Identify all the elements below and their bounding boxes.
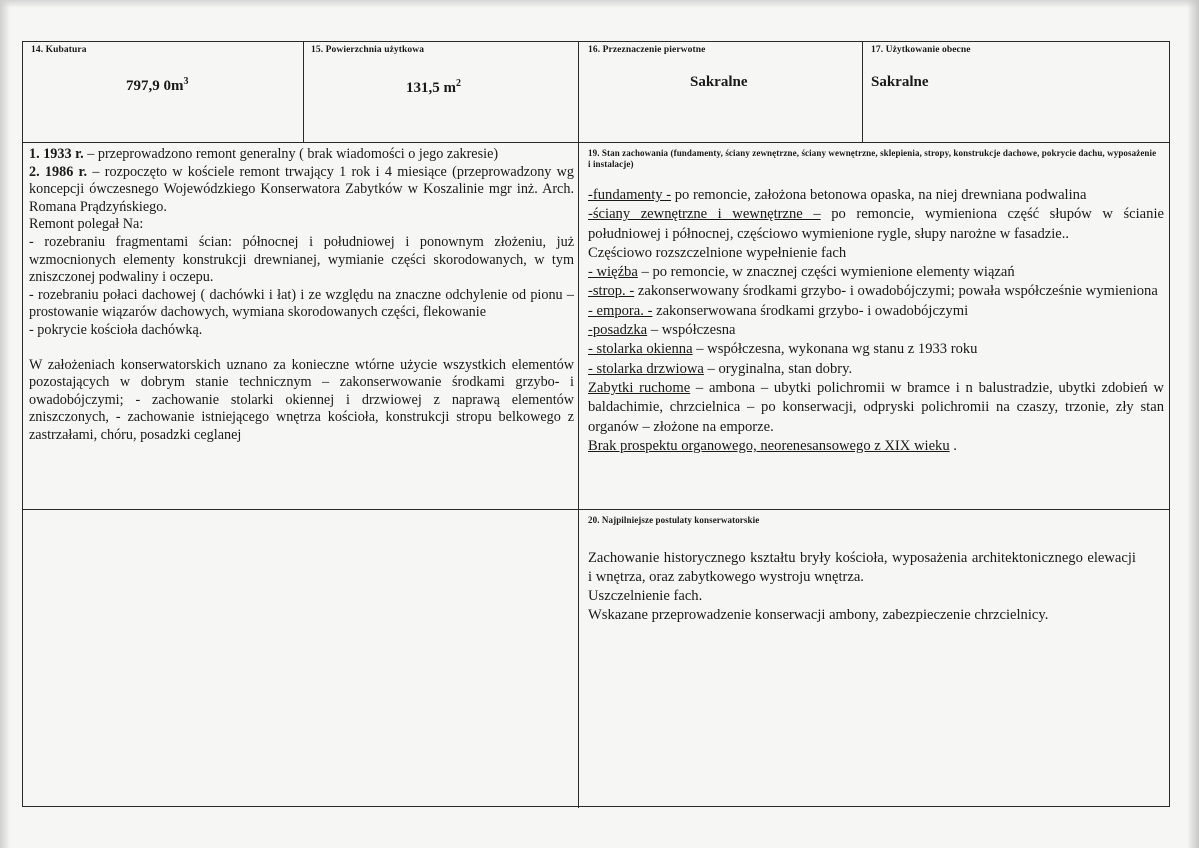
value-kubatura-sup: 3 (183, 76, 189, 87)
condition-prospekt (588, 437, 1164, 456)
condition-value: . (949, 437, 957, 454)
condition-key: - stolarka drzwiowa (588, 360, 704, 377)
history-conservation-assumptions: W założeniach konserwatorskich uznano za konieczne wtórne użycie wszystkich elementów pozostających w dobrym stanie technicznym – zakonserwowanie środkami grzybo- i owadobójczymi; - zachowanie stolarki okiennej i drzwiowej z naprawą elementów zniszczonych, - zachowanie istniejącego wnętrza kościoła, konstrukcji stropu belkowego z zastrzałami, chóru, posadzki ceglanej (29, 356, 574, 443)
history-scope-heading: Remont polegał Na: (29, 216, 144, 233)
condition-sciany (588, 205, 1164, 244)
history-item-2 (29, 164, 574, 217)
condition-stolarka-drzwiowa (588, 360, 1164, 379)
postulat-3: Wskazane przeprowadzenie konserwacji ambony, zabezpieczenie chrzcielnicy. (588, 607, 1049, 623)
value-powierzchnia (406, 78, 461, 97)
condition-wiezba (588, 263, 1164, 282)
scan-shadow-top (0, 0, 1199, 8)
stan-zachowania-body (588, 186, 1164, 456)
history-scope-item: - pokrycie kościoła dachówką. (29, 321, 203, 338)
value-kubatura (126, 76, 189, 95)
condition-value: zakonserwowana środkami grzybo- i owadobójczymi (652, 302, 969, 319)
condition-strop (588, 282, 1164, 301)
condition-empora (588, 302, 1164, 321)
condition-zabytki-ruchome (588, 379, 1164, 437)
scan-shadow-left (0, 0, 10, 848)
cell-uzytkowanie (863, 42, 1169, 142)
condition-value: – po remoncie, w znacznej części wymienione elementy wiązań (637, 264, 1015, 281)
label-uzytkowanie: 17. Użytkowanie obecne (871, 45, 971, 55)
condition-stolarka-okienna (588, 340, 1164, 359)
condition-key: - stolarka okienna (588, 341, 693, 358)
condition-posadzka (588, 321, 1164, 340)
label-kubatura: 14. Kubatura (31, 45, 87, 55)
label-powierzchnia: 15. Powierzchnia użytkowa (311, 45, 425, 55)
cell-powierzchnia (304, 42, 578, 142)
history-scope-item: - rozebraniu połaci dachowej ( dachówki i łat) i ze względu na znaczne odchylenie od pionu – prostowanie wiązarów dachowych, wymiana skorodowanych części, flekowanie (29, 286, 574, 321)
condition-value: po remoncie, wymieniona część słupów w ścianie południowej i północnej, częściowo wymienione rygle, słupy narożne w fasadzie.. (588, 206, 1164, 242)
label-stan-zachowania: 19. Stan zachowania (fundamenty, ściany zewnętrzne, ściany wewnętrzne, sklepienia, stropy, konstrukcje dachowe, pokrycie dachu, wyposażenie i instalacje) (588, 148, 1157, 169)
history-item-1 (29, 146, 574, 164)
condition-value: zakonserwowany środkami grzybo- i owadobójczymi; powała współcześnie wymieniona (634, 283, 1158, 300)
value-powierzchnia-text: 131,5 m (406, 80, 456, 96)
condition-key: - więźba (588, 264, 638, 281)
postulaty-body (588, 549, 1136, 625)
condition-key: -ściany zewnętrzne i wewnętrzne – (588, 206, 821, 223)
condition-value: – współczesna (647, 322, 736, 339)
postulat-2: Uszczelnienie fach. (588, 588, 703, 604)
condition-key: Brak prospektu organowego, neorenesansowego z XIX wieku (588, 437, 950, 454)
label-przeznaczenie: 16. Przeznaczenie pierwotne (588, 45, 706, 55)
condition-sciany-note: Częściowo rozszczelnione wypełnienie fach (588, 244, 847, 261)
history-scope-item: - rozebraniu fragmentami ścian: północnej i południowej i ponownym złożeniu, już wzmocnionych elementy konstrukcji drewnianej, wymianie części skorodowanych, w tym zniszczonej podwaliny i oczepu. (29, 233, 574, 286)
cell-empty (23, 510, 578, 806)
cell-history (29, 146, 574, 506)
value-powierzchnia-sup: 2 (456, 78, 461, 89)
history-item-2-text: – rozpoczęto w kościele remont trwający 1 rok i 4 miesiące (przeprowadzony wg koncepcji ówczesnego Wojewódzkiego Konserwatora Zabytków w Koszalinie mgr inż. Arch. Romana Prądzyńskiego. (29, 163, 574, 215)
condition-key: - empora. - (588, 302, 653, 319)
condition-key: -fundamenty - (588, 187, 672, 203)
form-table (22, 41, 1170, 807)
condition-value: – współczesna, wykonana wg stanu z 1933 roku (692, 341, 978, 358)
label-postulaty: 20. Najpilniejsze postulaty konserwatorskie (588, 515, 760, 525)
condition-value: po remoncie, założona betonowa opaska, na niej drewniana podwalina (671, 187, 1087, 203)
postulat-1: Zachowanie historycznego kształtu bryły kościoła, wyposażenia architektonicznego elewacji i wnętrza, oraz zabytkowego wystroju wnętrza. (588, 550, 1136, 585)
cell-kubatura (23, 42, 303, 142)
value-przeznaczenie: Sakralne (690, 74, 748, 90)
condition-value: – oryginalna, stan dobry. (703, 360, 853, 377)
cell-postulaty (579, 510, 1169, 806)
cell-stan-zachowania (579, 143, 1169, 509)
condition-key: -posadzka (588, 322, 648, 339)
condition-key: -strop. - (588, 283, 635, 300)
history-item-1-year: 1. 1933 r. (29, 146, 84, 162)
history-item-1-text: – przeprowadzono remont generalny ( brak wiadomości o jego zakresie) (83, 146, 499, 162)
cell-przeznaczenie (579, 42, 862, 142)
condition-key: Zabytki ruchome (588, 379, 691, 396)
condition-value: – ambona – ubytki polichromii w bramce i n balustradzie, ubytki zdobień w baldachimie, chrzcielnica – po konserwacji, odpryski polichromii na czaszy, trzonie, zły stan organów – złożone na emporze. (588, 379, 1164, 435)
condition-fundamenty (588, 186, 1164, 205)
value-kubatura-text: 797,9 0m (126, 78, 184, 94)
scan-shadow-right (1187, 0, 1199, 848)
history-item-2-year: 2. 1986 r. (29, 163, 88, 180)
value-uzytkowanie: Sakralne (871, 74, 929, 90)
